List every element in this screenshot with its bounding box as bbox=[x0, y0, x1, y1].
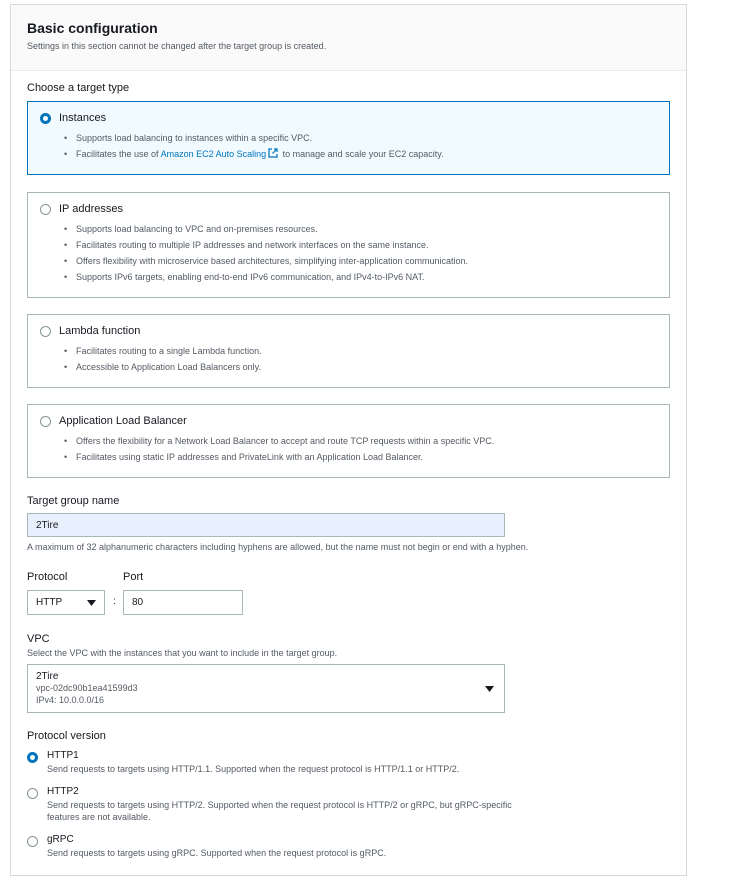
target-group-name-label: Target group name bbox=[27, 495, 120, 507]
radio-http1[interactable] bbox=[27, 752, 38, 763]
target-group-name-hint: A maximum of 32 alphanumeric characters including hyphens are allowed, but the name must not begin or end with a hyphen. bbox=[27, 542, 529, 552]
target-type-tile-lambda[interactable] bbox=[27, 314, 670, 388]
target-type-tile-instances[interactable] bbox=[27, 101, 670, 175]
protocol-select[interactable] bbox=[27, 590, 105, 615]
caret-down-icon bbox=[485, 686, 494, 692]
option-description: Send requests to targets using HTTP/2. Supported when the request protocol is HTTP/2 or gRPC, but gRPC-specific features are not available. bbox=[47, 800, 512, 822]
bullet bbox=[64, 146, 444, 162]
target-group-name-input[interactable]: 2Tire bbox=[27, 513, 505, 537]
bullet-text: Facilitates the use of bbox=[76, 149, 159, 159]
vpc-select[interactable] bbox=[27, 664, 505, 713]
ec2-auto-scaling-link[interactable]: Amazon EC2 Auto Scaling bbox=[160, 149, 267, 159]
external-link-icon[interactable] bbox=[268, 148, 278, 158]
protocol-value: HTTP bbox=[36, 597, 63, 608]
vpc-cidr: IPv4: 10.0.0.0/16 bbox=[36, 695, 105, 705]
protocol-version-option-grpc[interactable] bbox=[27, 833, 517, 859]
basic-configuration-panel bbox=[10, 4, 687, 876]
tile-title-ip-addresses: IP addresses bbox=[59, 203, 124, 215]
radio-lambda[interactable] bbox=[40, 326, 51, 337]
bullet: • Offers the flexibility for a Network Load Balancer to accept and route TCP requests within a specific VPC. bbox=[64, 433, 494, 449]
tile-title-alb: Application Load Balancer bbox=[59, 415, 187, 427]
bullet: • Supports load balancing to VPC and on-premises resources. bbox=[64, 221, 468, 237]
tile-title-instances: Instances bbox=[59, 112, 107, 124]
bullet: • Facilitates routing to a single Lambda function. bbox=[64, 343, 262, 359]
target-type-label: Choose a target type bbox=[27, 82, 130, 94]
option-title: HTTP1 bbox=[47, 750, 79, 761]
port-input[interactable]: 80 bbox=[123, 590, 243, 615]
vpc-label: VPC bbox=[27, 633, 50, 645]
caret-down-icon bbox=[87, 600, 96, 606]
bullet: • Offers flexibility with microservice based architectures, simplifying inter-application communication. bbox=[64, 253, 468, 269]
bullet: • Facilitates using static IP addresses and PrivateLink with an Application Load Balancer. bbox=[64, 449, 494, 465]
tile-title-lambda: Lambda function bbox=[59, 325, 141, 337]
vpc-description: Select the VPC with the instances that you want to include in the target group. bbox=[27, 648, 338, 658]
bullet: • Accessible to Application Load Balancers only. bbox=[64, 359, 262, 375]
radio-grpc[interactable] bbox=[27, 836, 38, 847]
bullet: • Supports IPv6 targets, enabling end-to-end IPv6 communication, and IPv4-to-IPv6 NAT. bbox=[64, 269, 468, 285]
option-title: HTTP2 bbox=[47, 786, 79, 797]
protocol-version-option-http1[interactable] bbox=[27, 749, 517, 775]
protocol-version-option-http2[interactable] bbox=[27, 785, 517, 823]
protocol-version-label: Protocol version bbox=[27, 730, 106, 742]
option-description: Send requests to targets using gRPC. Supported when the request protocol is gRPC. bbox=[47, 848, 387, 858]
target-type-tile-alb[interactable] bbox=[27, 404, 670, 478]
option-description: Send requests to targets using HTTP/1.1. Supported when the request protocol is HTTP/1.1 or HTTP/2. bbox=[47, 764, 460, 774]
radio-instances[interactable] bbox=[40, 113, 51, 124]
bullet: • Facilitates routing to multiple IP addresses and network interfaces on the same instance. bbox=[64, 237, 468, 253]
port-separator: : bbox=[113, 596, 116, 607]
port-label: Port bbox=[123, 571, 144, 583]
panel-title: Basic configuration bbox=[27, 20, 158, 36]
radio-alb[interactable] bbox=[40, 416, 51, 427]
panel-description: Settings in this section cannot be changed after the target group is created. bbox=[27, 41, 327, 51]
vpc-name: 2Tire bbox=[36, 671, 59, 682]
option-title: gRPC bbox=[47, 834, 74, 845]
target-type-tile-ip-addresses[interactable] bbox=[27, 192, 670, 298]
radio-ip-addresses[interactable] bbox=[40, 204, 51, 215]
vpc-id: vpc-02dc90b1ea41599d3 bbox=[36, 683, 138, 693]
radio-http2[interactable] bbox=[27, 788, 38, 799]
panel-header bbox=[11, 5, 686, 71]
protocol-label: Protocol bbox=[27, 571, 68, 583]
bullet: • Supports load balancing to instances within a specific VPC. bbox=[64, 130, 444, 146]
bullet-text: to manage and scale your EC2 capacity. bbox=[282, 149, 444, 159]
